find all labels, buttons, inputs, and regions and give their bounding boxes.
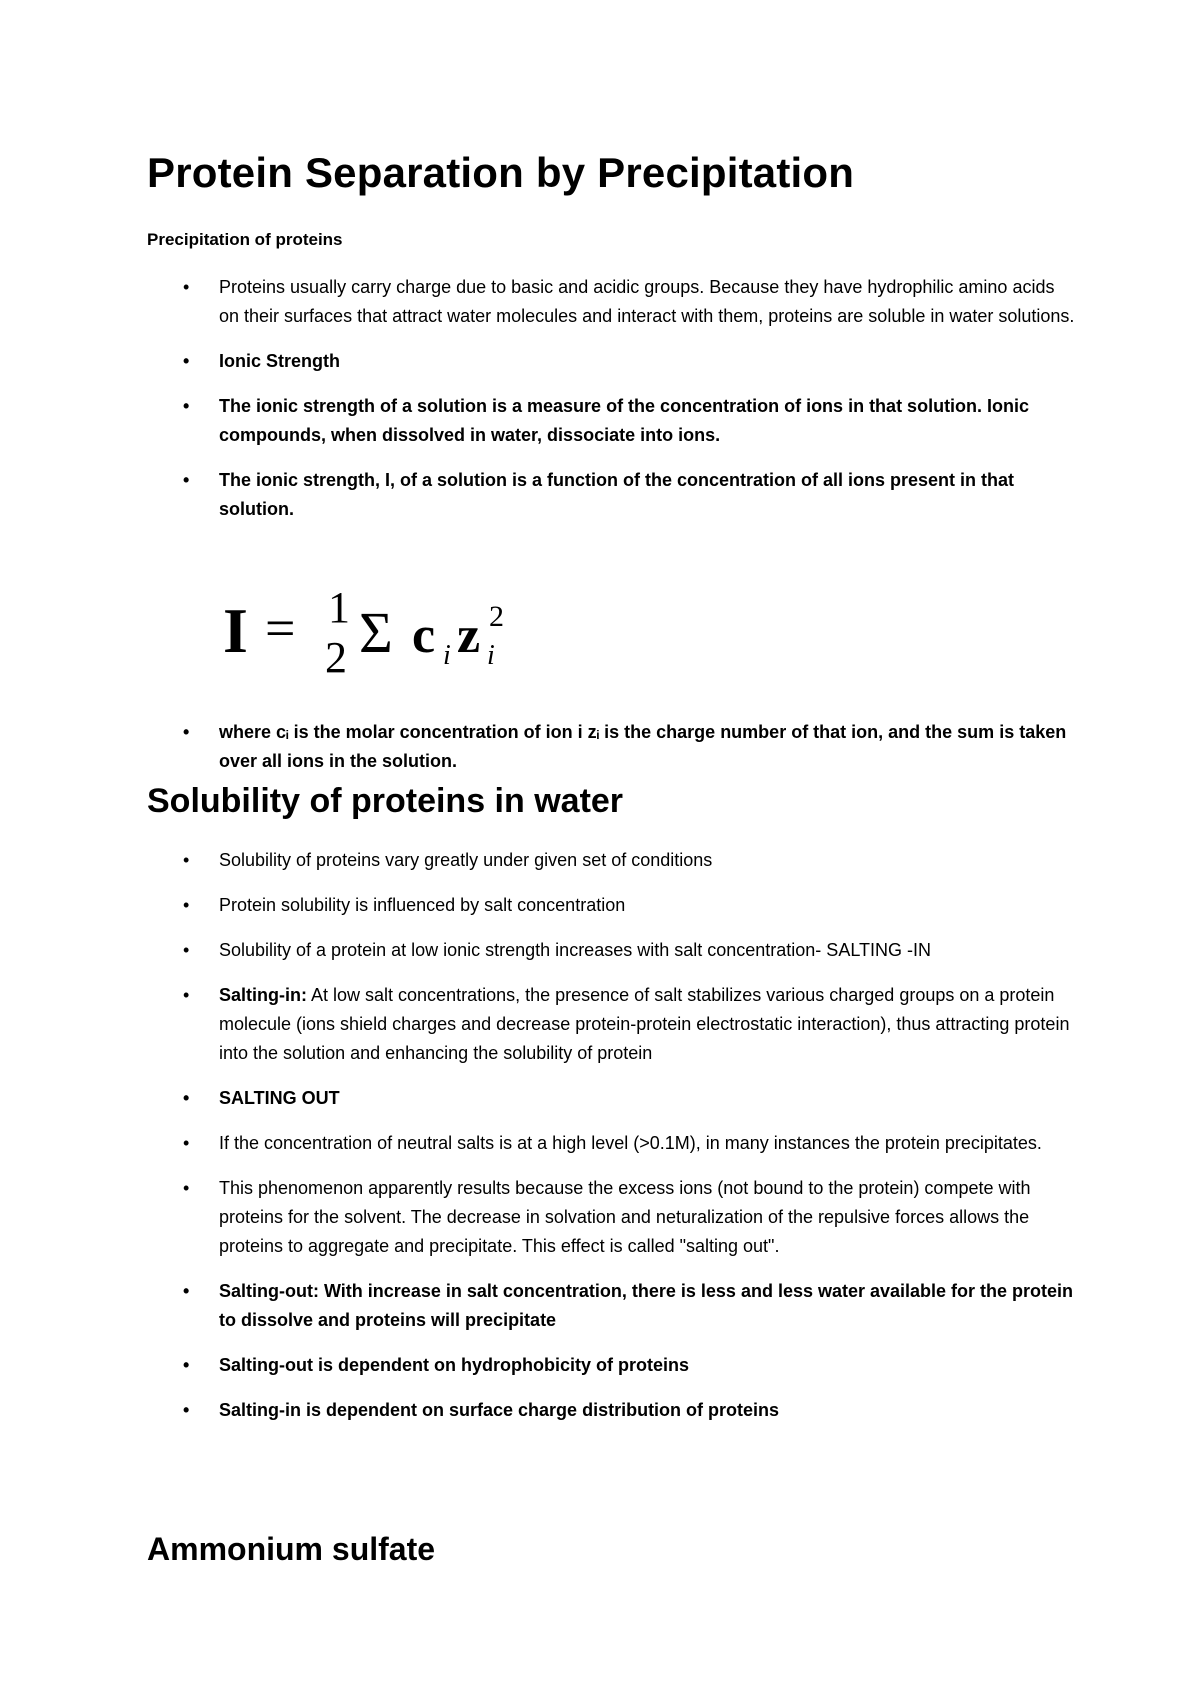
list-item-text: At low salt concentrations, the presence of salt stabilizes various charged groups on a protein molecule (ions shield charges and decrease protein-protein electrostatic interaction), thus attracting protein into the solution and enhancing the solubility of protein [219,985,1070,1063]
bullet-icon: • [183,470,190,490]
list-item-text: The ionic strength of a solution is a measure of the concentration of ions in that solution. Ionic compounds, when dissolved in water, dissociate into ions. [219,396,1030,445]
bullet-icon: • [183,1355,190,1375]
bullet-list-solubility [147,846,1077,1441]
bullet-icon: • [183,1178,190,1198]
formula-z: z [457,607,481,664]
list-item-text: Proteins usually carry charge due to basic and acidic groups. Because they have hydrophilic amino acids on their surfaces that attract water molecules and interact with them, proteins are soluble in water solutions. [219,277,1075,326]
formula-numerator: 1 [328,583,350,632]
list-item [147,392,1077,450]
list-item-text: Ionic Strength [219,351,340,371]
list-item [147,718,1077,776]
list-item [147,347,1077,376]
list-item-text: Protein solubility is influenced by salt concentration [219,895,626,915]
bullet-icon: • [183,940,190,960]
bullet-list-formula-note [147,718,1077,792]
page-title: Protein Separation by Precipitation [147,149,855,196]
list-item [147,273,1077,331]
list-item-text: Solubility of proteins vary greatly under given set of conditions [219,850,713,870]
list-item-text: The ionic strength, I, of a solution is a function of the concentration of all ions present in that solution. [219,470,1015,519]
list-item-lead: Salting-in: [219,985,307,1005]
formula-c: c [412,607,436,664]
list-item [147,936,1077,965]
list-item [147,1174,1077,1261]
list-item-text: where cᵢ is the molar concentration of ion i zᵢ is the charge number of that ion, and the sum is taken over all ions in the solution. [219,722,1067,771]
list-item-text: SALTING OUT [219,1088,340,1108]
formula-denominator: 2 [325,633,347,674]
bullet-icon: • [183,351,190,371]
formula-sigma: Σ [359,600,393,665]
list-item [147,466,1077,524]
list-item-text: Salting-out is dependent on hydrophobicity of proteins [219,1355,689,1375]
list-item-text: Solubility of a protein at low ionic strength increases with salt concentration- SALTING -IN [219,940,931,960]
formula-equals: = [265,598,296,658]
section-heading-ammonium-sulfate: Ammonium sulfate [147,1531,436,1567]
list-item-text: If the concentration of neutral salts is at a high level (>0.1M), in many instances the protein precipitates. [219,1133,1042,1153]
ionic-strength-formula [217,574,617,674]
list-item [147,1129,1077,1158]
bullet-icon: • [183,895,190,915]
list-item [147,1277,1077,1335]
bullet-icon: • [183,277,190,297]
section-heading-solubility: Solubility of proteins in water [147,782,624,820]
bullet-list-ionic [147,273,1077,540]
formula-exponent: 2 [489,600,504,633]
list-item [147,1084,1077,1113]
formula-graphic [217,574,617,674]
list-item-text: Salting-out: With increase in salt concentration, there is less and less water available for the protein to dissolve and proteins will precipitate [219,1281,1074,1330]
bullet-icon: • [183,396,190,416]
bullet-icon: • [183,850,190,870]
bullet-icon: • [183,985,190,1005]
bullet-icon: • [183,1281,190,1301]
formula-c-subscript: i [443,640,451,671]
bullet-icon: • [183,1088,190,1108]
list-item-text: This phenomenon apparently results because the excess ions (not bound to the protein) compete with proteins for the solvent. The decrease in solvation and neturalization of the repulsive forces allows the proteins to aggregate and precipitate. This effect is called "salting out". [219,1178,1031,1256]
bullet-icon: • [183,722,190,742]
list-item [147,1396,1077,1425]
bullet-icon: • [183,1133,190,1153]
list-item [147,846,1077,875]
formula-lhs: I [223,595,248,666]
list-item [147,1351,1077,1380]
list-item [147,891,1077,920]
subheading-precipitation: Precipitation of proteins [147,230,343,249]
list-item-text: Salting-in is dependent on surface charge distribution of proteins [219,1400,780,1420]
list-item [147,981,1077,1068]
bullet-icon: • [183,1400,190,1420]
formula-z-subscript: i [487,640,495,671]
